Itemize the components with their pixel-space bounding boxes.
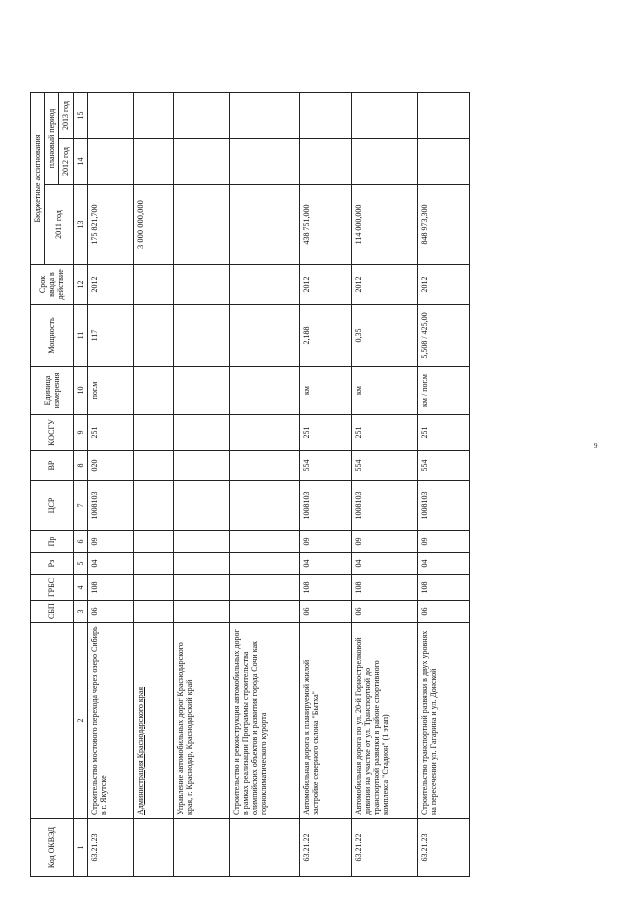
grbs-cell [229, 575, 299, 601]
capacity-cell: 0,35 [351, 305, 417, 367]
okved-cell: 63.21.22 [299, 819, 351, 877]
table-row [299, 93, 351, 877]
header-year-2011: 2011 год [45, 185, 73, 265]
okved-cell: 63.21.23 [417, 819, 469, 877]
vr-cell: 554 [299, 451, 351, 481]
capacity-cell: 2,188 [299, 305, 351, 367]
amount-2013-cell [133, 93, 173, 139]
rz-cell: 04 [351, 553, 417, 575]
capacity-cell [229, 305, 299, 367]
table-row [351, 93, 417, 877]
amount-2013-cell [299, 93, 351, 139]
vr-cell: 020 [87, 451, 133, 481]
col-num: 7 [73, 481, 87, 531]
object-name-cell: Автомобильная дорога по ул. 20-й Горнострелковой дивизии на участке от ул. Транспортной до транспортной развязки в районе спортивного комплекса "Стадион" (1 этап) [351, 623, 417, 819]
col-num: 1 [73, 819, 87, 877]
sbp-cell [229, 601, 299, 623]
okved-cell [229, 819, 299, 877]
rz-cell: 04 [299, 553, 351, 575]
col-num: 14 [73, 139, 87, 185]
table-body [87, 93, 469, 877]
table-row [133, 93, 173, 877]
col-num: 9 [73, 415, 87, 451]
amount-2011-cell [173, 185, 229, 265]
rz-cell [229, 553, 299, 575]
vr-cell [173, 451, 229, 481]
csr-cell: 1008103 [299, 481, 351, 531]
amount-2012-cell [299, 139, 351, 185]
table-row [229, 93, 299, 877]
kosgu-cell [133, 415, 173, 451]
col-num: 6 [73, 531, 87, 553]
amount-2012-cell [229, 139, 299, 185]
header-kosgu: КОСГУ [31, 415, 74, 451]
amount-2013-cell [351, 93, 417, 139]
pr-cell: 09 [87, 531, 133, 553]
object-name-cell: Строительство транспортной развязки в двух уровнях на пересечении ул. Гагарина и ул. Донской [417, 623, 469, 819]
term-cell [133, 265, 173, 305]
col-num: 11 [73, 305, 87, 367]
amount-2013-cell [417, 93, 469, 139]
header-vr: ВР [31, 451, 74, 481]
col-num: 5 [73, 553, 87, 575]
csr-cell: 1008103 [417, 481, 469, 531]
okved-cell [173, 819, 229, 877]
budget-table [30, 92, 470, 877]
sbp-cell: 06 [87, 601, 133, 623]
page-number: 9 [594, 442, 598, 450]
pr-cell [173, 531, 229, 553]
term-cell: 2012 [87, 265, 133, 305]
capacity-cell [173, 305, 229, 367]
header-budget: Бюджетные ассигнования [31, 93, 45, 265]
amount-2012-cell [351, 139, 417, 185]
kosgu-cell: 251 [87, 415, 133, 451]
col-num: 8 [73, 451, 87, 481]
object-name-cell: Строительство мостового перехода через озеро Сибирь в г. Якутске [87, 623, 133, 819]
header-pr: Пр [31, 531, 74, 553]
table-row [87, 93, 133, 877]
sbp-cell: 06 [351, 601, 417, 623]
grbs-cell: 108 [351, 575, 417, 601]
sbp-cell [173, 601, 229, 623]
term-cell [229, 265, 299, 305]
column-number-row [73, 93, 87, 877]
vr-cell [133, 451, 173, 481]
pr-cell [229, 531, 299, 553]
amount-2011-cell: 848 973,300 [417, 185, 469, 265]
amount-2013-cell [229, 93, 299, 139]
unit-cell: км [351, 367, 417, 415]
amount-2011-cell: 114 000,000 [351, 185, 417, 265]
rz-cell [173, 553, 229, 575]
amount-2013-cell [87, 93, 133, 139]
amount-2011-cell [229, 185, 299, 265]
sbp-cell: 06 [299, 601, 351, 623]
col-num: 13 [73, 185, 87, 265]
unit-cell: пог.м [87, 367, 133, 415]
csr-cell [229, 481, 299, 531]
capacity-cell: 117 [87, 305, 133, 367]
unit-cell [229, 367, 299, 415]
header-grbs: ГРБС [31, 575, 74, 601]
kosgu-cell: 251 [351, 415, 417, 451]
rz-cell: 04 [417, 553, 469, 575]
object-name-cell: Строительство и реконструкция автомобильных дорог в рамках реализации Программы строительства олимпийских объектов и развития города Сочи как горноклиматического курорта [229, 623, 299, 819]
kosgu-cell: 251 [299, 415, 351, 451]
object-name-cell: Администрация Краснодарского края [133, 623, 173, 819]
csr-cell: 1008103 [87, 481, 133, 531]
term-cell: 2012 [417, 265, 469, 305]
rotated-sheet [0, 65, 640, 905]
amount-2011-cell: 3 000 000,000 [133, 185, 173, 265]
sbp-cell: 06 [417, 601, 469, 623]
col-num: 4 [73, 575, 87, 601]
kosgu-cell: 251 [417, 415, 469, 451]
sbp-cell [133, 601, 173, 623]
col-num: 10 [73, 367, 87, 415]
amount-2012-cell [87, 139, 133, 185]
term-cell: 2012 [299, 265, 351, 305]
kosgu-cell [229, 415, 299, 451]
amount-2012-cell [133, 139, 173, 185]
amount-2013-cell [173, 93, 229, 139]
header-year-2012: 2012 год [59, 139, 73, 185]
grbs-cell: 108 [87, 575, 133, 601]
capacity-cell: 5,508 / 425,00 [417, 305, 469, 367]
amount-2011-cell: 175 821,700 [87, 185, 133, 265]
rz-cell: 04 [87, 553, 133, 575]
pr-cell: 09 [417, 531, 469, 553]
header-sbp: СБП [31, 601, 74, 623]
object-name-cell: Автомобильная дорога к планируемой жилой застройке северного склона "Бытха" [299, 623, 351, 819]
header-unit: Единица измерения [31, 367, 74, 415]
kosgu-cell [173, 415, 229, 451]
col-num: 12 [73, 265, 87, 305]
header-term: Срок ввода в действие [31, 265, 74, 305]
csr-cell [173, 481, 229, 531]
grbs-cell [173, 575, 229, 601]
table-row [173, 93, 229, 877]
pr-cell: 09 [351, 531, 417, 553]
header-planned: плановый период [45, 93, 59, 185]
vr-cell: 554 [351, 451, 417, 481]
col-num: 15 [73, 93, 87, 139]
header-capacity: Мощность [31, 305, 74, 367]
amount-2012-cell [173, 139, 229, 185]
capacity-cell [133, 305, 173, 367]
grbs-cell: 108 [299, 575, 351, 601]
amount-2012-cell [417, 139, 469, 185]
unit-cell [133, 367, 173, 415]
header-csr: ЦСР [31, 481, 74, 531]
term-cell: 2012 [351, 265, 417, 305]
okved-cell: 63.21.23 [87, 819, 133, 877]
grbs-cell: 108 [417, 575, 469, 601]
header-row-1 [31, 93, 45, 877]
unit-cell: км [299, 367, 351, 415]
object-name-cell: Управление автомобильных дорог Краснодарского края, г. Краснодар, Краснодарский край [173, 623, 229, 819]
table-row [417, 93, 469, 877]
amount-2011-cell: 438 751,000 [299, 185, 351, 265]
rz-cell [133, 553, 173, 575]
header-year-2013: 2013 год [59, 93, 73, 139]
okved-cell [133, 819, 173, 877]
okved-cell: 63.21.22 [351, 819, 417, 877]
csr-cell [133, 481, 173, 531]
col-num: 2 [73, 623, 87, 819]
csr-cell: 1008103 [351, 481, 417, 531]
grbs-cell [133, 575, 173, 601]
unit-cell [173, 367, 229, 415]
pr-cell: 09 [299, 531, 351, 553]
header-rz: Рз [31, 553, 74, 575]
pr-cell [133, 531, 173, 553]
header-name [31, 623, 74, 819]
col-num: 3 [73, 601, 87, 623]
vr-cell: 554 [417, 451, 469, 481]
term-cell [173, 265, 229, 305]
vr-cell [229, 451, 299, 481]
unit-cell: км / пог.м [417, 367, 469, 415]
header-kod-okved: Код ОКВЭД [31, 819, 74, 877]
